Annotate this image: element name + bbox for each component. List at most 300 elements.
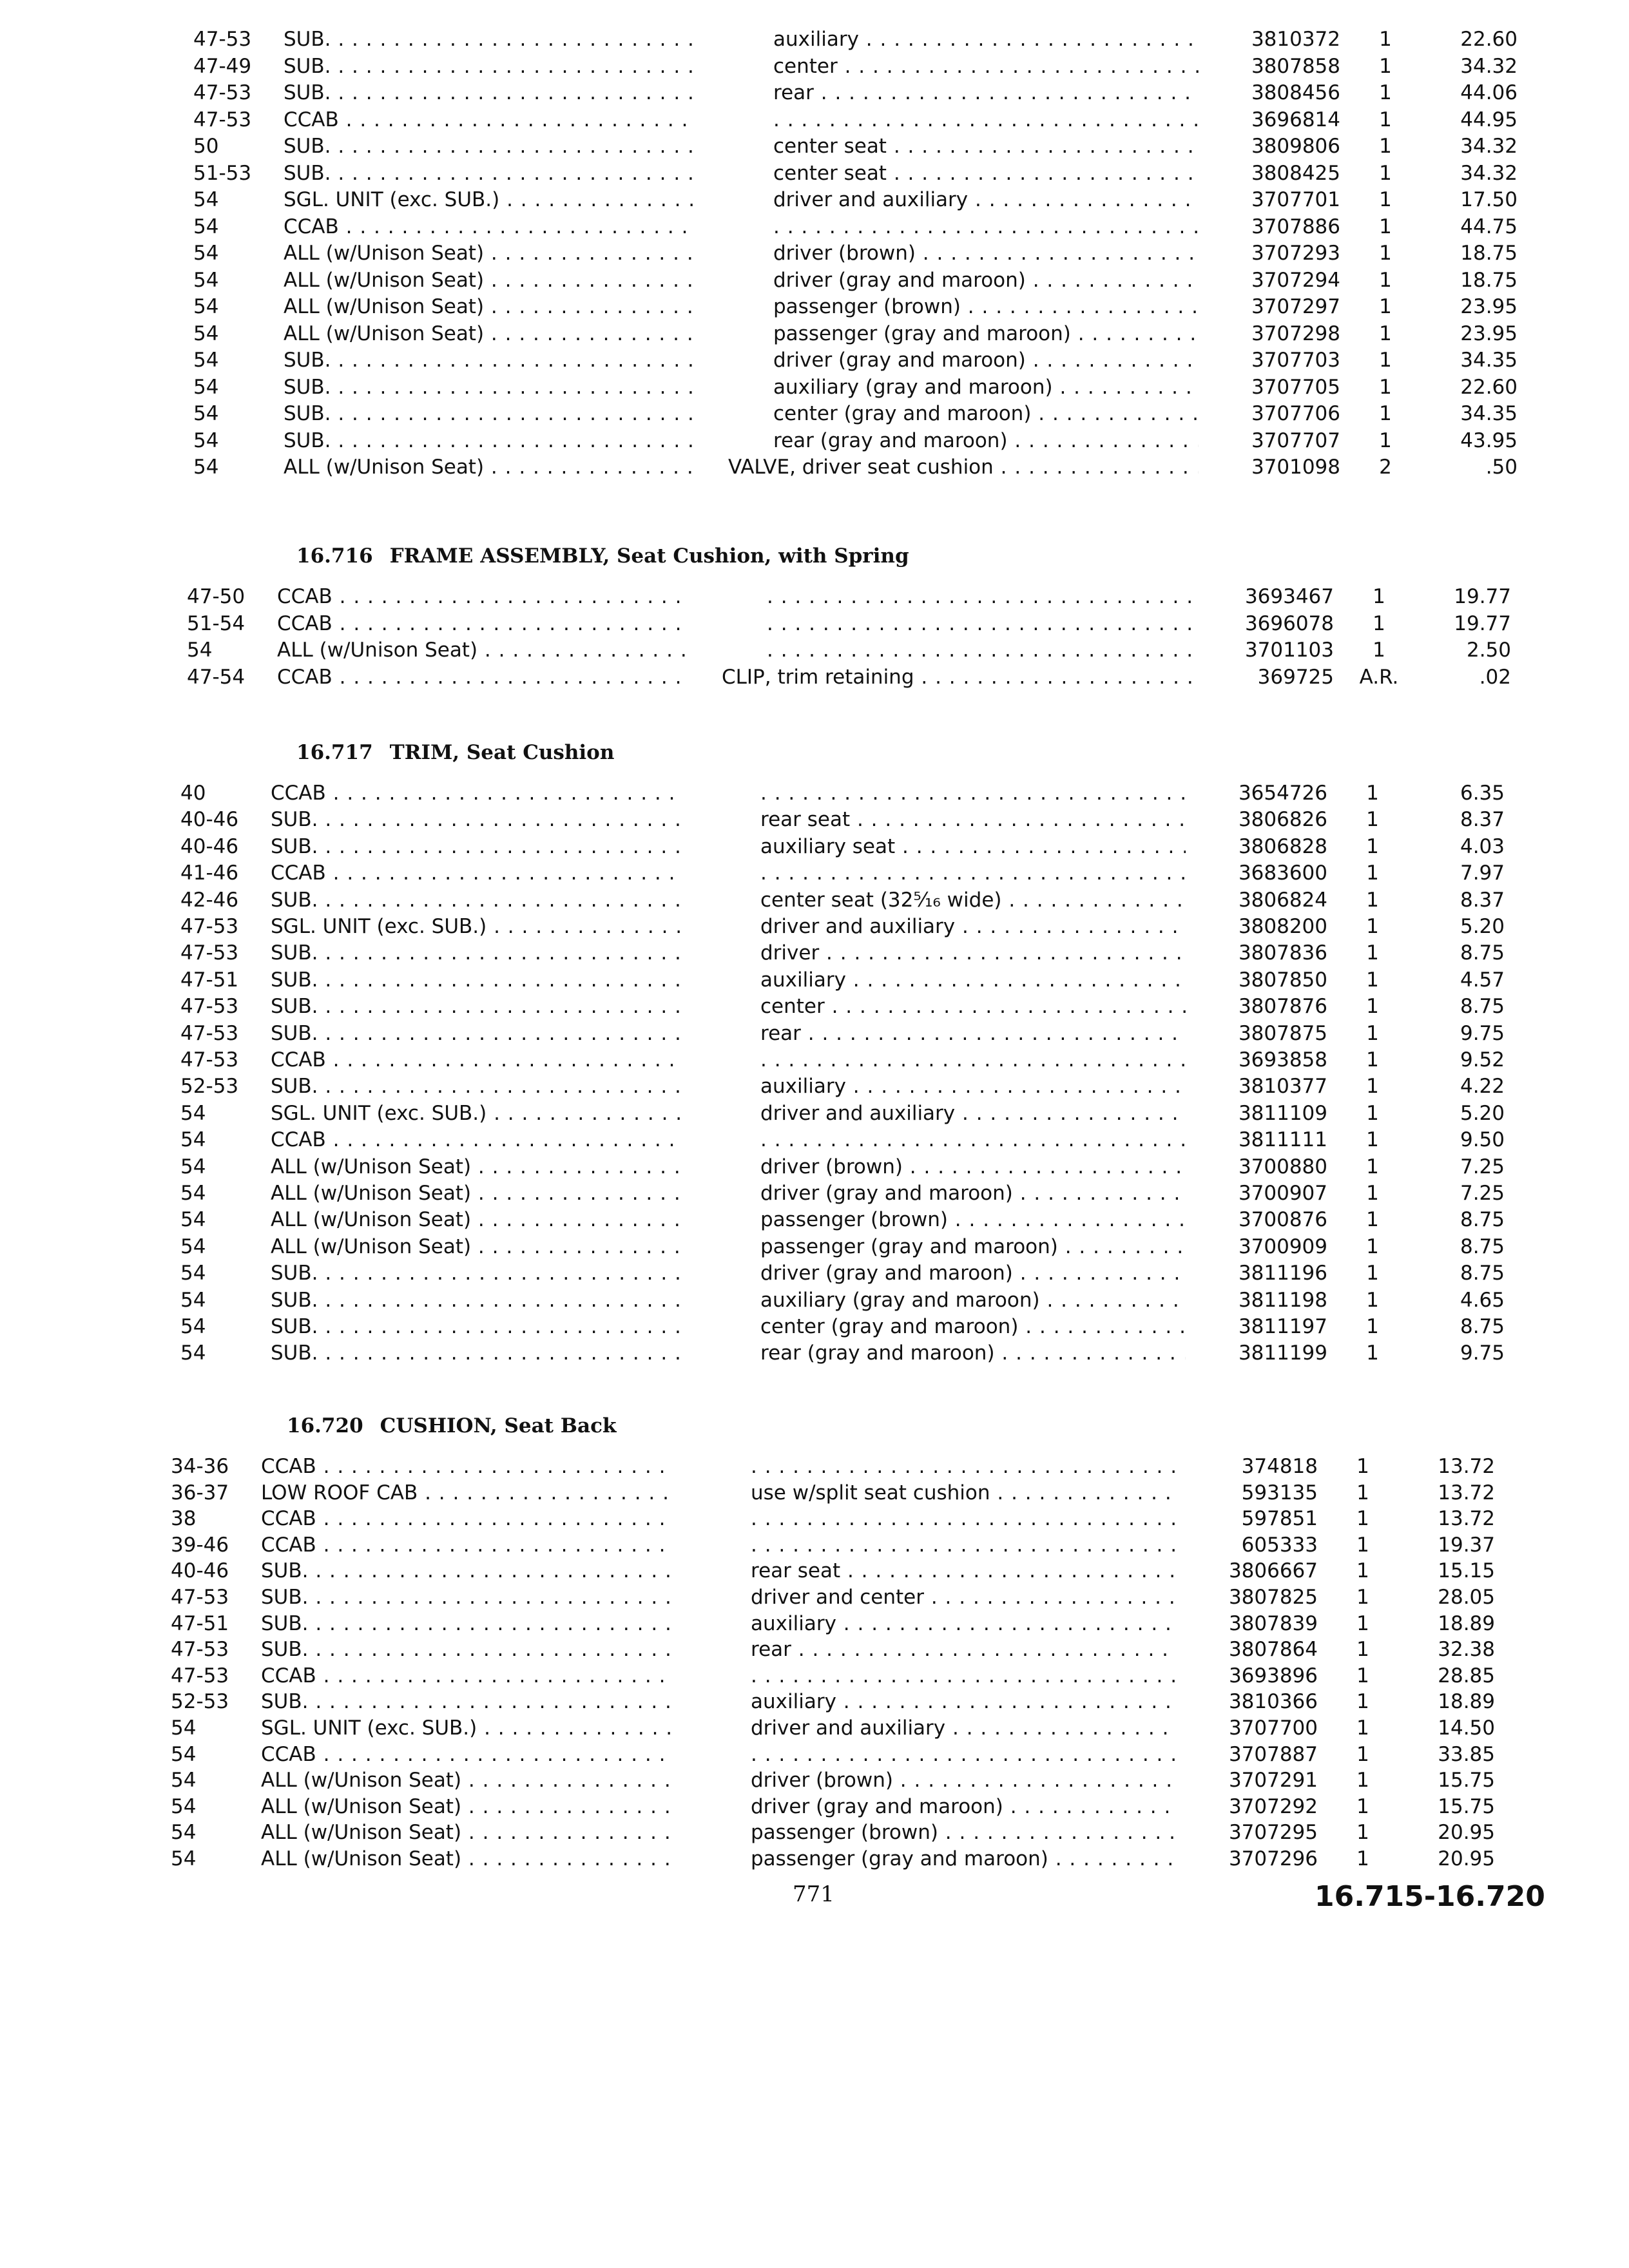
table-row	[171, 1557, 1511, 1584]
quantity-cell: 1	[1356, 1847, 1369, 1870]
year-cell: 54	[180, 1101, 206, 1125]
year-cell: 47-53	[193, 108, 252, 131]
quantity-cell: 1	[1356, 1507, 1369, 1531]
table-row	[171, 1715, 1511, 1742]
part-number-cell: 3807850	[1238, 968, 1327, 992]
part-number-cell: 3700909	[1238, 1235, 1327, 1258]
quantity-cell: 1	[1366, 1021, 1379, 1045]
table-row	[193, 106, 1534, 133]
price-cell: 34.35	[1460, 349, 1518, 372]
part-number-cell: 3707296	[1228, 1847, 1318, 1870]
price-cell: .02	[1479, 665, 1511, 689]
model-cell: ALL (w/Unison Seat) . . .	[284, 454, 696, 481]
model-cell: CCAB . . .	[277, 583, 689, 610]
price-cell: 44.75	[1460, 215, 1518, 238]
price-cell: 44.95	[1460, 108, 1518, 131]
model-cell: SUB. . . .	[284, 53, 696, 80]
description-cell	[706, 1505, 1176, 1532]
price-cell: 9.75	[1460, 1021, 1505, 1045]
price-cell: 8.75	[1460, 1262, 1505, 1285]
model-cell: SUB. . . .	[261, 1557, 673, 1584]
price-cell: 20.95	[1438, 1847, 1495, 1870]
table-row	[193, 79, 1534, 106]
section-title	[296, 741, 614, 764]
quantity-cell: 1	[1379, 161, 1392, 185]
description-cell: auxiliary . . .	[706, 1610, 1176, 1637]
table-row	[193, 454, 1534, 481]
part-number-cell: 597851	[1241, 1507, 1318, 1531]
description-cell: driver (gray and maroon) . . .	[728, 267, 1199, 294]
description-cell: rear . . .	[715, 1020, 1186, 1047]
description-cell: driver (gray and maroon) . . .	[715, 1180, 1186, 1207]
table-row	[180, 887, 1521, 914]
year-cell: 54	[180, 1262, 206, 1285]
part-number-cell: 3808425	[1251, 161, 1340, 185]
quantity-cell: 1	[1373, 639, 1385, 662]
year-cell: 40-46	[171, 1559, 229, 1583]
table-row	[193, 26, 1534, 53]
model-cell: SUB. . . .	[284, 427, 696, 454]
price-cell: 4.65	[1460, 1288, 1505, 1312]
quantity-cell: 1	[1366, 808, 1379, 832]
year-cell: 51-54	[187, 611, 246, 635]
model-cell: CCAB . . .	[271, 780, 683, 807]
model-cell: CCAB . . .	[261, 1505, 673, 1532]
model-cell: ALL (w/Unison Seat) . . .	[271, 1180, 683, 1207]
year-cell: 54	[193, 215, 219, 238]
table-row	[187, 664, 1527, 691]
year-cell: 54	[193, 375, 219, 399]
table-row	[180, 913, 1521, 940]
price-cell: .50	[1485, 456, 1518, 479]
part-number-cell: 3806828	[1238, 834, 1327, 858]
quantity-cell: 1	[1366, 782, 1379, 805]
table-row	[180, 860, 1521, 887]
description-cell	[722, 610, 1192, 637]
model-cell: SUB. . . .	[271, 833, 683, 860]
table-row	[180, 1260, 1521, 1287]
year-cell: 47-53	[180, 1021, 239, 1045]
model-cell: SUB. . . .	[261, 1636, 673, 1663]
year-cell: 41-46	[180, 861, 239, 885]
part-number-cell: 3693467	[1244, 585, 1334, 608]
table-row	[180, 993, 1521, 1020]
year-cell: 54	[193, 268, 219, 292]
quantity-cell: 1	[1379, 322, 1392, 345]
model-cell: SUB. . . .	[284, 374, 696, 401]
description-cell: passenger (gray and maroon) . . .	[728, 320, 1199, 347]
part-number-cell: 3807875	[1238, 1021, 1327, 1045]
price-cell: 28.05	[1438, 1586, 1495, 1609]
price-cell: 18.75	[1460, 242, 1518, 265]
part-number-cell: 369725	[1257, 665, 1334, 689]
part-number-cell: 3809806	[1251, 135, 1340, 158]
quantity-cell: 1	[1366, 1182, 1379, 1205]
model-cell: SUB. . . .	[271, 939, 683, 966]
table-row	[171, 1845, 1511, 1872]
description-cell: driver (brown) . . .	[728, 240, 1199, 267]
section-heading: CUSHION, Seat Back	[380, 1414, 617, 1437]
table-row	[180, 1180, 1521, 1207]
model-cell: CCAB . . .	[284, 106, 696, 133]
price-cell: 7.25	[1460, 1182, 1505, 1205]
year-cell: 40-46	[180, 808, 239, 832]
part-number-cell: 3810366	[1228, 1690, 1318, 1714]
year-cell: 54	[171, 1821, 197, 1845]
price-cell: 18.89	[1438, 1611, 1495, 1635]
year-cell: 47-53	[180, 915, 239, 938]
description-cell: auxiliary . . .	[715, 966, 1186, 994]
price-cell: 22.60	[1460, 28, 1518, 51]
quantity-cell: 1	[1356, 1533, 1369, 1557]
quantity-cell: 1	[1379, 81, 1392, 104]
model-cell: ALL (w/Unison Seat) . . .	[261, 1845, 673, 1872]
part-number-cell: 3683600	[1238, 861, 1327, 885]
year-cell: 54	[171, 1716, 197, 1740]
description-cell: rear . . .	[706, 1636, 1176, 1663]
part-number-cell: 3707886	[1251, 215, 1340, 238]
table-row	[180, 1046, 1521, 1073]
price-cell: 34.32	[1460, 161, 1518, 185]
quantity-cell: 1	[1366, 1315, 1379, 1338]
part-number-cell: 3807836	[1238, 941, 1327, 965]
part-number-cell: 3707706	[1251, 402, 1340, 425]
part-number-cell: 3707705	[1251, 375, 1340, 399]
price-cell: 22.60	[1460, 375, 1518, 399]
model-cell: SUB. . . .	[261, 1688, 673, 1715]
description-cell	[722, 583, 1192, 610]
description-cell: VALVE, driver seat cushion . . .	[728, 454, 1199, 481]
description-cell: center seat (32⁵⁄₁₆ wide) . . .	[715, 887, 1186, 914]
model-cell: CCAB . . .	[261, 1662, 673, 1689]
description-cell: auxiliary (gray and maroon) . . .	[728, 374, 1199, 401]
year-cell: 54	[193, 295, 219, 318]
part-number-cell: 3811109	[1238, 1101, 1327, 1125]
description-cell: center . . .	[728, 53, 1199, 80]
table-row	[171, 1532, 1511, 1559]
section-heading: FRAME ASSEMBLY, Seat Cushion, with Spring	[389, 544, 909, 568]
table-row	[180, 1020, 1521, 1047]
section-number: 16.716	[296, 544, 373, 568]
quantity-cell: 1	[1356, 1769, 1369, 1792]
price-cell: 15.75	[1438, 1794, 1495, 1818]
table-row	[171, 1584, 1511, 1611]
part-number-cell: 3707298	[1251, 322, 1340, 345]
year-cell: 47-49	[193, 54, 252, 78]
year-cell: 47-53	[193, 81, 252, 104]
part-number-cell: 3707707	[1251, 428, 1340, 452]
description-cell	[715, 1126, 1186, 1153]
model-cell: SUB. . . .	[261, 1584, 673, 1611]
quantity-cell: 1	[1356, 1742, 1369, 1766]
model-cell: SUB. . . .	[261, 1610, 673, 1637]
year-cell: 54	[193, 428, 219, 452]
year-cell: 54	[193, 456, 219, 479]
table-row	[171, 1479, 1511, 1506]
part-number-cell: 3806667	[1228, 1559, 1318, 1583]
part-number-cell: 374818	[1241, 1455, 1318, 1478]
price-cell: 32.38	[1438, 1638, 1495, 1662]
year-cell: 54	[171, 1742, 197, 1766]
quantity-cell: 1	[1366, 1235, 1379, 1258]
quantity-cell: 1	[1366, 995, 1379, 1019]
model-cell: SUB. . . .	[271, 1260, 683, 1287]
description-cell	[715, 780, 1186, 807]
description-cell: driver and center . . .	[706, 1584, 1176, 1611]
part-number-cell: 3807839	[1228, 1611, 1318, 1635]
quantity-cell: 1	[1366, 888, 1379, 912]
model-cell: SUB. . . .	[284, 133, 696, 160]
price-cell: 4.57	[1460, 968, 1505, 992]
table-row	[187, 610, 1527, 637]
price-cell: 9.52	[1460, 1048, 1505, 1072]
model-cell: LOW ROOF CAB . . .	[261, 1479, 673, 1506]
price-cell: 14.50	[1438, 1716, 1495, 1740]
year-cell: 54	[180, 1128, 206, 1152]
price-cell: 7.97	[1460, 861, 1505, 885]
description-cell	[706, 1662, 1176, 1689]
model-cell: ALL (w/Unison Seat) . . .	[271, 1206, 683, 1233]
year-cell: 54	[187, 639, 213, 662]
model-cell: ALL (w/Unison Seat) . . .	[271, 1153, 683, 1180]
model-cell: SGL. UNIT (exc. SUB.) . . .	[261, 1715, 673, 1742]
part-number-cell: 3806824	[1238, 888, 1327, 912]
price-cell: 5.20	[1460, 1101, 1505, 1125]
table-row	[193, 213, 1534, 240]
model-cell: SUB. . . .	[271, 1313, 683, 1340]
section-heading: TRIM, Seat Cushion	[389, 741, 615, 764]
part-number-cell: 3707291	[1228, 1769, 1318, 1792]
model-cell: ALL (w/Unison Seat) . . .	[284, 320, 696, 347]
year-cell: 47-53	[180, 941, 239, 965]
part-number-cell: 3696814	[1251, 108, 1340, 131]
model-cell: SUB. . . .	[284, 160, 696, 187]
description-cell: driver (brown) . . .	[715, 1153, 1186, 1180]
table-row	[193, 160, 1534, 187]
quantity-cell: 1	[1356, 1611, 1369, 1635]
description-cell: center (gray and maroon) . . .	[715, 1313, 1186, 1340]
quantity-cell: 1	[1366, 941, 1379, 965]
part-number-cell: 3807825	[1228, 1586, 1318, 1609]
year-cell: 54	[193, 242, 219, 265]
year-cell: 54	[193, 322, 219, 345]
quantity-cell: 1	[1373, 585, 1385, 608]
description-cell: driver and auxiliary . . .	[728, 186, 1199, 213]
year-cell: 54	[193, 349, 219, 372]
table-row	[193, 53, 1534, 80]
page-section-range: 16.715-16.720	[1315, 1880, 1545, 1913]
description-cell: driver (gray and maroon) . . .	[715, 1260, 1186, 1287]
year-cell: 54	[180, 1208, 206, 1232]
table-row	[180, 939, 1521, 966]
quantity-cell: 1	[1356, 1638, 1369, 1662]
price-cell: 8.37	[1460, 888, 1505, 912]
part-number-cell: 3811197	[1238, 1315, 1327, 1338]
table-row	[180, 806, 1521, 833]
price-cell: 18.75	[1460, 268, 1518, 292]
price-cell: 20.95	[1438, 1821, 1495, 1845]
model-cell: ALL (w/Unison Seat) . . .	[271, 1233, 683, 1260]
description-cell: CLIP, trim retaining . . .	[722, 664, 1192, 691]
table-row	[171, 1662, 1511, 1689]
price-cell: 28.85	[1438, 1664, 1495, 1687]
description-cell: auxiliary . . .	[728, 26, 1199, 53]
quantity-cell: 1	[1366, 1101, 1379, 1125]
quantity-cell: 1	[1379, 108, 1392, 131]
price-cell: 15.15	[1438, 1559, 1495, 1583]
price-cell: 2.50	[1466, 639, 1511, 662]
part-number-cell: 3811111	[1238, 1128, 1327, 1152]
model-cell: SGL. UNIT (exc. SUB.) . . .	[271, 913, 683, 940]
part-number-cell: 3700880	[1238, 1155, 1327, 1178]
model-cell: SUB. . . .	[271, 1073, 683, 1100]
price-cell: 33.85	[1438, 1742, 1495, 1766]
section-title	[296, 544, 909, 568]
year-cell: 52-53	[180, 1075, 239, 1099]
model-cell: SUB. . . .	[271, 993, 683, 1020]
description-cell: auxiliary . . .	[706, 1688, 1176, 1715]
quantity-cell: 1	[1356, 1821, 1369, 1845]
year-cell: 47-50	[187, 585, 246, 608]
table-row	[180, 1313, 1521, 1340]
part-number-cell: 3811196	[1238, 1262, 1327, 1285]
model-cell: SUB. . . .	[271, 1340, 683, 1367]
quantity-cell: 1	[1366, 968, 1379, 992]
description-cell	[706, 1741, 1176, 1768]
table-row	[187, 637, 1527, 664]
quantity-cell: 1	[1379, 215, 1392, 238]
year-cell: 47-53	[180, 1048, 239, 1072]
description-cell: rear seat . . .	[706, 1557, 1176, 1584]
part-number-cell: 3654726	[1238, 782, 1327, 805]
table-row	[193, 347, 1534, 374]
description-cell: driver (brown) . . .	[706, 1767, 1176, 1794]
year-cell: 54	[171, 1847, 197, 1870]
table-row	[180, 1126, 1521, 1153]
price-cell: 8.75	[1460, 1235, 1505, 1258]
table-row	[171, 1819, 1511, 1846]
part-number-cell: 3707294	[1251, 268, 1340, 292]
price-cell: 19.37	[1438, 1533, 1495, 1557]
description-cell: rear (gray and maroon) . . .	[715, 1340, 1186, 1367]
description-cell	[728, 106, 1199, 133]
table-row	[171, 1505, 1511, 1532]
quantity-cell: 1	[1379, 54, 1392, 78]
description-cell: center seat . . .	[728, 133, 1199, 160]
table-row	[180, 966, 1521, 994]
part-number-cell: 3707703	[1251, 349, 1340, 372]
part-number-cell: 3693896	[1228, 1664, 1318, 1687]
year-cell: 39-46	[171, 1533, 229, 1557]
part-number-cell: 3810372	[1251, 28, 1340, 51]
part-number-cell: 3707297	[1251, 295, 1340, 318]
model-cell: SUB. . . .	[271, 806, 683, 833]
price-cell: 13.72	[1438, 1507, 1495, 1531]
part-number-cell: 3707295	[1228, 1821, 1318, 1845]
price-cell: 9.75	[1460, 1341, 1505, 1365]
price-cell: 17.50	[1460, 188, 1518, 211]
description-cell: auxiliary . . .	[715, 1073, 1186, 1100]
description-cell: passenger (gray and maroon) . . .	[706, 1845, 1176, 1872]
model-cell: SUB. . . .	[271, 887, 683, 914]
model-cell: CCAB . . .	[271, 1126, 683, 1153]
description-cell: passenger (brown) . . .	[715, 1206, 1186, 1233]
model-cell: CCAB . . .	[277, 610, 689, 637]
year-cell: 47-54	[187, 665, 246, 689]
description-cell	[706, 1532, 1176, 1559]
model-cell: SUB. . . .	[284, 79, 696, 106]
model-cell: ALL (w/Unison Seat) . . .	[261, 1793, 673, 1820]
year-cell: 54	[193, 402, 219, 425]
table-row	[193, 133, 1534, 160]
year-cell: 47-53	[180, 995, 239, 1019]
quantity-cell: 1	[1366, 1048, 1379, 1072]
quantity-cell: 1	[1356, 1794, 1369, 1818]
price-cell: 34.35	[1460, 402, 1518, 425]
model-cell: ALL (w/Unison Seat) . . .	[277, 637, 689, 664]
part-number-cell: 3701098	[1251, 456, 1340, 479]
year-cell: 54	[180, 1341, 206, 1365]
model-cell: CCAB . . .	[261, 1453, 673, 1480]
description-cell: rear . . .	[728, 79, 1199, 106]
quantity-cell: 1	[1366, 915, 1379, 938]
quantity-cell: 1	[1366, 1262, 1379, 1285]
year-cell: 40-46	[180, 834, 239, 858]
part-number-cell: 3693858	[1238, 1048, 1327, 1072]
model-cell: SUB. . . .	[271, 966, 683, 994]
table-row	[193, 293, 1534, 320]
model-cell: CCAB . . .	[261, 1741, 673, 1768]
model-cell: SUB. . . .	[271, 1020, 683, 1047]
quantity-cell: 1	[1366, 861, 1379, 885]
section-number: 16.720	[287, 1414, 363, 1437]
quantity-cell: 1	[1366, 1155, 1379, 1178]
part-number-cell: 3807876	[1238, 995, 1327, 1019]
description-cell: driver and auxiliary . . .	[715, 913, 1186, 940]
section-number: 16.717	[296, 741, 373, 764]
model-cell: ALL (w/Unison Seat) . . .	[261, 1819, 673, 1846]
part-number-cell: 3696078	[1244, 611, 1334, 635]
part-number-cell: 3806826	[1238, 808, 1327, 832]
quantity-cell: 1	[1379, 295, 1392, 318]
table-row	[187, 583, 1527, 610]
description-cell: center (gray and maroon) . . .	[728, 400, 1199, 427]
description-cell	[722, 637, 1192, 664]
description-cell: center seat . . .	[728, 160, 1199, 187]
price-cell: 15.75	[1438, 1769, 1495, 1792]
model-cell: CCAB . . .	[277, 664, 689, 691]
table-row	[171, 1453, 1511, 1480]
part-number-cell: 3808456	[1251, 81, 1340, 104]
description-cell: rear seat . . .	[715, 806, 1186, 833]
year-cell: 54	[180, 1288, 206, 1312]
model-cell: SUB. . . .	[284, 400, 696, 427]
price-cell: 18.89	[1438, 1690, 1495, 1714]
table-row	[180, 1287, 1521, 1314]
description-cell	[706, 1453, 1176, 1480]
table-row	[180, 1340, 1521, 1367]
quantity-cell: 1	[1379, 28, 1392, 51]
quantity-cell: 2	[1379, 456, 1392, 479]
quantity-cell: 1	[1366, 1288, 1379, 1312]
description-cell: auxiliary (gray and maroon) . . .	[715, 1287, 1186, 1314]
description-cell: driver . . .	[715, 939, 1186, 966]
year-cell: 38	[171, 1507, 197, 1531]
description-cell: passenger (gray and maroon) . . .	[715, 1233, 1186, 1260]
quantity-cell: 1	[1373, 611, 1385, 635]
year-cell: 54	[180, 1182, 206, 1205]
model-cell: ALL (w/Unison Seat) . . .	[284, 240, 696, 267]
